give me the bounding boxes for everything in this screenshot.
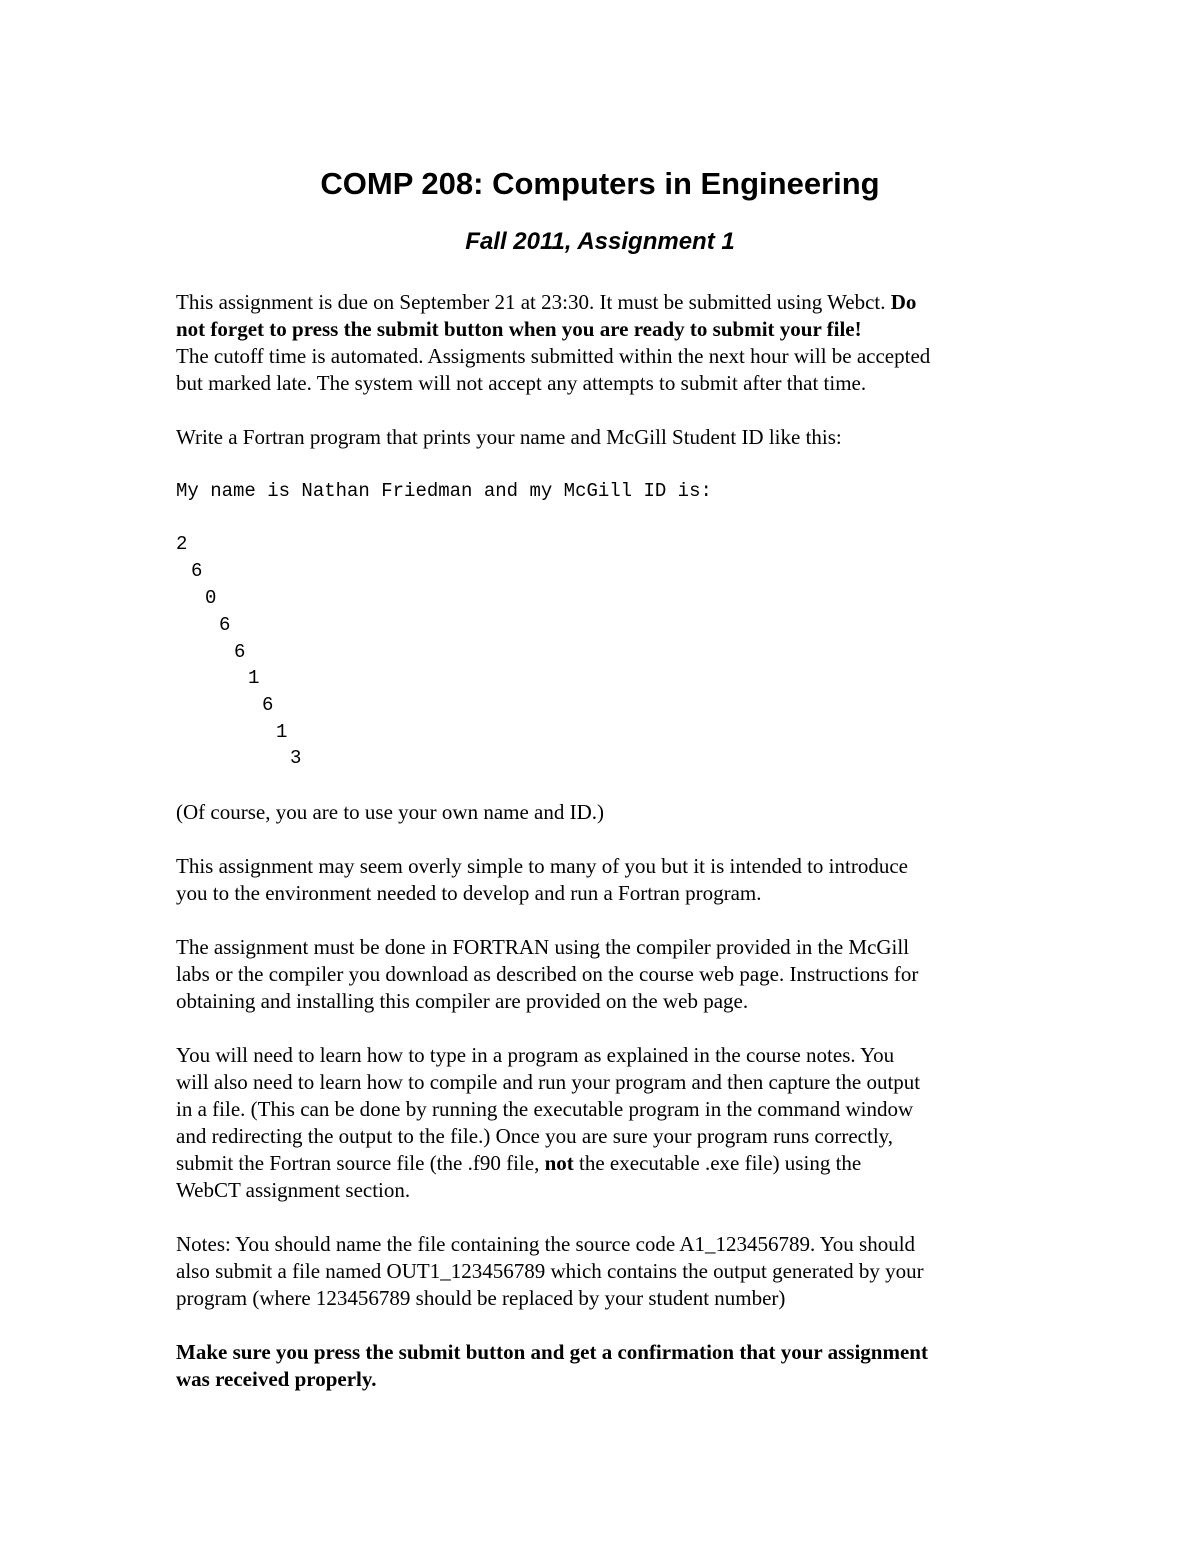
sample-digit-9: 3 [290,747,302,769]
intro-line-1-bold: Do [890,290,917,314]
own-name-note: (Of course, you are to use your own name and ID.) [176,800,605,824]
learn-para-line-5-bold: not [544,1151,574,1175]
fortran-para-line-3: obtaining and installing this compiler are provided on the web page. [176,989,749,1013]
notes-para-line-3: program (where 123456789 should be replaced by your student number) [176,1286,786,1310]
intro-line-1-text: This assignment is due on September 21 at 23:30. It must be submitted using Webct. [176,290,891,314]
learn-para-line-1: You will need to learn how to type in a program as explained in the course notes. You [176,1043,895,1067]
sample-output-line: My name is Nathan Friedman and my McGill ID is: [176,480,712,502]
sample-digit-2: 6 [191,560,203,582]
learn-para-line-5c: the executable .exe file) using the [573,1151,862,1175]
learn-para-line-5a: submit the Fortran source file (the .f90 file, [176,1151,545,1175]
sample-digit-7: 6 [262,694,274,716]
fortran-para-line-2: labs or the compiler you download as described on the course web page. Instructions for [176,962,919,986]
notes-para-line-1: Notes: You should name the file containing the source code A1_123456789. You should [176,1232,916,1256]
simple-para-line-2: you to the environment needed to develop and run a Fortran program. [176,881,762,905]
simple-para-line-1: This assignment may seem overly simple to many of you but it is intended to introduce [176,854,908,878]
sample-digit-8: 1 [276,721,288,743]
final-para-line-1-bold: Make sure you press the submit button and get a confirmation that your assignment [176,1340,928,1364]
learn-para-line-3: in a file. (This can be done by running the executable program in the command window [176,1097,914,1121]
learn-para-line-4: and redirecting the output to the file.) Once you are sure your program runs correctly, [176,1124,894,1148]
fortran-para-line-1: The assignment must be done in FORTRAN using the compiler provided in the McGill [176,935,910,959]
sample-digit-1: 2 [176,533,188,555]
intro-line-1 [176,289,916,316]
sample-digit-6: 1 [248,667,260,689]
notes-para-line-2: also submit a file named OUT1_123456789 which contains the output generated by your [176,1259,924,1283]
page-subtitle: Fall 2011, Assignment 1 [465,228,735,255]
final-para-line-2-bold: was received properly. [176,1367,377,1391]
final-para-line-1 [176,1339,928,1366]
write-instruction: Write a Fortran program that prints your name and McGill Student ID like this: [176,425,842,449]
learn-para-line-6: WebCT assignment section. [176,1178,411,1202]
intro-line-2-bold: not forget to press the submit button when you are ready to submit your file! [176,317,862,341]
intro-line-3: The cutoff time is automated. Assigments submitted within the next hour will be accepted [176,344,931,368]
sample-digit-4: 6 [219,614,231,636]
learn-para-line-5 [176,1150,861,1177]
final-para-line-2 [176,1366,376,1393]
sample-digit-3: 0 [205,587,217,609]
learn-para-line-2: will also need to learn how to compile and run your program and then capture the output [176,1070,921,1094]
intro-line-4: but marked late. The system will not accept any attempts to submit after that time. [176,371,867,395]
sample-digit-5: 6 [234,641,246,663]
intro-line-2 [176,316,862,343]
page-title: COMP 208: Computers in Engineering [320,166,880,201]
